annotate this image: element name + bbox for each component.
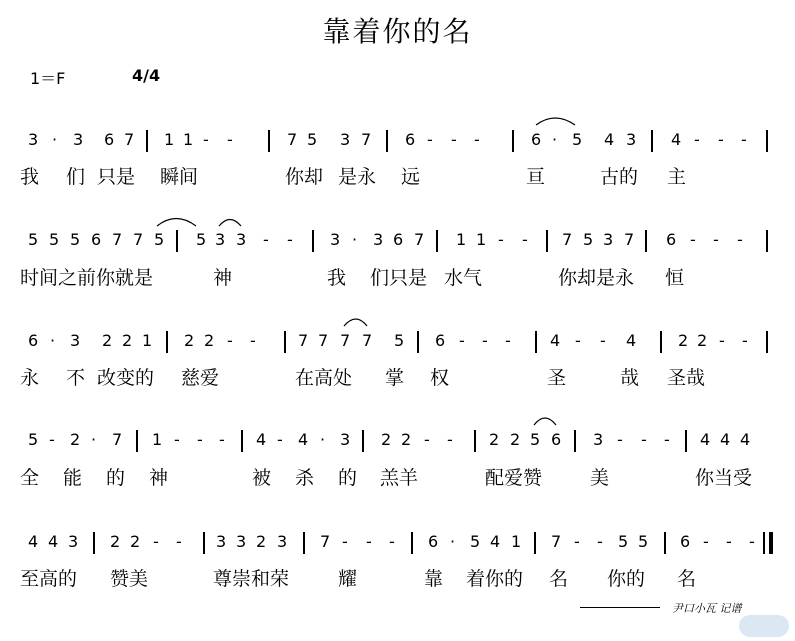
dash-token: - bbox=[749, 532, 756, 551]
note-token: 2 bbox=[256, 532, 267, 551]
dash-token: - bbox=[664, 430, 671, 449]
note-token: 5 bbox=[638, 532, 649, 551]
note-token: 7 bbox=[124, 130, 135, 149]
lyric-word: 时间之前你就是 bbox=[20, 267, 154, 289]
dash-token: - bbox=[522, 230, 529, 249]
note-token: 4 bbox=[720, 430, 731, 449]
note-token: 7 bbox=[298, 331, 309, 350]
dash-token: - bbox=[741, 130, 748, 149]
note-token: 6 bbox=[551, 430, 562, 449]
lyric-word: 你却是永 bbox=[558, 267, 635, 289]
dash-token: - bbox=[742, 331, 749, 350]
dash-token: - bbox=[459, 331, 466, 350]
lyric-word: 靠 bbox=[424, 568, 444, 590]
note-token: 5 bbox=[583, 230, 594, 249]
lyric-word: 瞬间 bbox=[160, 166, 199, 188]
dash-token: - bbox=[597, 532, 604, 551]
lyric-word: 只是 bbox=[97, 166, 136, 188]
dash-token: - bbox=[277, 430, 284, 449]
lyric-word: 能 bbox=[63, 467, 83, 489]
note-token: 6 bbox=[393, 230, 404, 249]
dash-token: - bbox=[451, 130, 458, 149]
lyric-word: 的 bbox=[338, 467, 358, 489]
note-token: 7 bbox=[287, 130, 298, 149]
lyric-word: 被 bbox=[252, 467, 272, 489]
dash-token: - bbox=[713, 230, 720, 249]
dot-token: · bbox=[352, 230, 358, 249]
note-token: 4 bbox=[671, 130, 682, 149]
lyric-word: 在高处 bbox=[295, 367, 353, 389]
note-token: 3 bbox=[603, 230, 614, 249]
note-token: 3 bbox=[68, 532, 79, 551]
slur bbox=[344, 319, 367, 326]
note-token: 7 bbox=[624, 230, 635, 249]
dot-token: · bbox=[50, 331, 56, 350]
time-signature: 4/4 bbox=[132, 66, 161, 85]
note-token: 2 bbox=[70, 430, 81, 449]
note-token: 7 bbox=[133, 230, 144, 249]
note-token: 4 bbox=[298, 430, 309, 449]
lyric-word: 神 bbox=[149, 467, 169, 489]
dash-token: - bbox=[575, 331, 582, 350]
lyric-word: 圣哉 bbox=[667, 367, 706, 389]
dash-token: - bbox=[176, 532, 183, 551]
note-token: 2 bbox=[184, 331, 195, 350]
note-token: 3 bbox=[215, 230, 226, 249]
lyric-word: 你却 bbox=[285, 166, 324, 188]
lyric-word: 古的 bbox=[600, 166, 639, 188]
slur bbox=[536, 118, 575, 125]
note-token: 3 bbox=[373, 230, 384, 249]
lyric-word: 亘 bbox=[526, 166, 546, 188]
lyric-word: 圣 bbox=[547, 367, 567, 389]
lyric-word: 杀 bbox=[295, 467, 315, 489]
note-token: 3 bbox=[330, 230, 341, 249]
note-token: 1 bbox=[511, 532, 522, 551]
dot-token: · bbox=[552, 130, 558, 149]
note-token: 1 bbox=[456, 230, 467, 249]
note-token: 6 bbox=[405, 130, 416, 149]
note-token: 5 bbox=[470, 532, 481, 551]
note-token: 6 bbox=[531, 130, 542, 149]
note-token: 7 bbox=[340, 331, 351, 350]
note-token: 5 bbox=[49, 230, 60, 249]
watermark-logo bbox=[739, 615, 789, 637]
note-token: 2 bbox=[697, 331, 708, 350]
dash-token: - bbox=[197, 430, 204, 449]
note-token: 6 bbox=[428, 532, 439, 551]
note-token: 5 bbox=[530, 430, 541, 449]
note-token: 3 bbox=[216, 532, 227, 551]
note-token: 3 bbox=[626, 130, 637, 149]
note-token: 3 bbox=[340, 130, 351, 149]
lyric-word: 你的 bbox=[607, 568, 646, 590]
note-token: 5 bbox=[307, 130, 318, 149]
note-token: 3 bbox=[70, 331, 81, 350]
dash-token: - bbox=[263, 230, 270, 249]
note-token: 2 bbox=[110, 532, 121, 551]
note-token: 6 bbox=[666, 230, 677, 249]
lyric-word: 们只是 bbox=[370, 267, 428, 289]
note-token: 2 bbox=[122, 331, 133, 350]
lyric-word: 赞美 bbox=[110, 568, 149, 590]
lyric-word: 着你的 bbox=[466, 568, 524, 590]
dash-token: - bbox=[227, 331, 234, 350]
note-token: 2 bbox=[401, 430, 412, 449]
note-token: 1 bbox=[152, 430, 163, 449]
note-token: 5 bbox=[618, 532, 629, 551]
transcriber-signature: 尹口小瓦 记谱 bbox=[672, 602, 742, 615]
note-token: 2 bbox=[381, 430, 392, 449]
note-token: 6 bbox=[28, 331, 39, 350]
dash-token: - bbox=[617, 430, 624, 449]
note-token: 5 bbox=[70, 230, 81, 249]
note-token: 4 bbox=[490, 532, 501, 551]
dash-token: - bbox=[505, 331, 512, 350]
dash-token: - bbox=[174, 430, 181, 449]
dash-token: - bbox=[690, 230, 697, 249]
note-token: 7 bbox=[318, 331, 329, 350]
lyric-word: 水气 bbox=[444, 267, 483, 289]
note-token: 5 bbox=[28, 230, 39, 249]
slur bbox=[534, 418, 556, 425]
dash-token: - bbox=[719, 331, 726, 350]
note-token: 7 bbox=[112, 430, 123, 449]
note-token: 3 bbox=[593, 430, 604, 449]
note-token: 4 bbox=[48, 532, 59, 551]
note-token: 5 bbox=[28, 430, 39, 449]
note-token: 3 bbox=[236, 532, 247, 551]
dash-token: - bbox=[366, 532, 373, 551]
dash-token: - bbox=[718, 130, 725, 149]
dash-token: - bbox=[600, 331, 607, 350]
lyric-word: 至高的 bbox=[20, 568, 78, 590]
dot-token: · bbox=[52, 130, 58, 149]
key-signature: 1＝F bbox=[30, 69, 66, 88]
lyric-word: 主 bbox=[667, 166, 687, 188]
note-token: 2 bbox=[678, 331, 689, 350]
dot-token: · bbox=[91, 430, 97, 449]
dash-token: - bbox=[737, 230, 744, 249]
lyric-word: 你当受 bbox=[695, 467, 753, 489]
lyric-word: 名 bbox=[549, 568, 569, 590]
dash-token: - bbox=[424, 430, 431, 449]
lyric-word: 掌 bbox=[385, 367, 405, 389]
note-token: 4 bbox=[700, 430, 711, 449]
note-token: 4 bbox=[626, 331, 637, 350]
dash-token: - bbox=[447, 430, 454, 449]
dash-token: - bbox=[219, 430, 226, 449]
slur bbox=[219, 220, 241, 227]
dot-token: · bbox=[450, 532, 456, 551]
lyric-word: 名 bbox=[677, 568, 697, 590]
dash-token: - bbox=[574, 532, 581, 551]
dash-token: - bbox=[49, 430, 56, 449]
dash-token: - bbox=[287, 230, 294, 249]
note-token: 7 bbox=[562, 230, 573, 249]
note-token: 1 bbox=[183, 130, 194, 149]
dash-token: - bbox=[250, 331, 257, 350]
lyric-word: 我 bbox=[327, 267, 347, 289]
note-token: 2 bbox=[130, 532, 141, 551]
dash-token: - bbox=[726, 532, 733, 551]
note-token: 3 bbox=[340, 430, 351, 449]
dash-token: - bbox=[389, 532, 396, 551]
note-token: 6 bbox=[104, 130, 115, 149]
dash-token: - bbox=[641, 430, 648, 449]
note-token: 7 bbox=[551, 532, 562, 551]
lyric-word: 的 bbox=[106, 467, 126, 489]
lyric-word: 远 bbox=[401, 166, 421, 188]
song-title: 靠着你的名 bbox=[322, 15, 473, 48]
note-token: 5 bbox=[196, 230, 207, 249]
note-token: 7 bbox=[320, 532, 331, 551]
lyric-word: 美 bbox=[590, 467, 610, 489]
dash-token: - bbox=[427, 130, 434, 149]
note-token: 4 bbox=[256, 430, 267, 449]
note-token: 6 bbox=[680, 532, 691, 551]
note-token: 3 bbox=[28, 130, 39, 149]
note-token: 4 bbox=[550, 331, 561, 350]
lyric-word: 耀 bbox=[338, 568, 358, 590]
note-token: 7 bbox=[361, 130, 372, 149]
dash-token: - bbox=[227, 130, 234, 149]
dash-token: - bbox=[203, 130, 210, 149]
note-token: 3 bbox=[73, 130, 84, 149]
lyric-word: 神 bbox=[213, 267, 233, 289]
lyric-word: 永 bbox=[20, 367, 40, 389]
signature-line bbox=[580, 607, 660, 608]
note-token: 4 bbox=[604, 130, 615, 149]
note-token: 5 bbox=[154, 230, 165, 249]
lyric-word: 羔羊 bbox=[380, 467, 419, 489]
note-token: 4 bbox=[28, 532, 39, 551]
dash-token: - bbox=[153, 532, 160, 551]
lyric-word: 恒 bbox=[665, 267, 685, 289]
note-token: 4 bbox=[740, 430, 751, 449]
lyric-word: 是永 bbox=[338, 166, 377, 188]
slur bbox=[157, 219, 196, 227]
note-token: 1 bbox=[142, 331, 153, 350]
note-token: 5 bbox=[394, 331, 405, 350]
dash-token: - bbox=[498, 230, 505, 249]
lyric-word: 尊崇和荣 bbox=[213, 568, 290, 590]
note-token: 2 bbox=[510, 430, 521, 449]
note-token: 1 bbox=[476, 230, 487, 249]
note-token: 1 bbox=[164, 130, 175, 149]
note-token: 2 bbox=[489, 430, 500, 449]
note-token: 3 bbox=[236, 230, 247, 249]
dash-token: - bbox=[703, 532, 710, 551]
dash-token: - bbox=[694, 130, 701, 149]
note-token: 2 bbox=[102, 331, 113, 350]
lyric-word: 我 bbox=[20, 166, 40, 188]
note-token: 7 bbox=[362, 331, 373, 350]
lyric-word: 改变的 bbox=[97, 367, 155, 389]
note-token: 7 bbox=[112, 230, 123, 249]
dash-token: - bbox=[474, 130, 481, 149]
lyric-word: 全 bbox=[20, 467, 40, 489]
lyric-word: 哉 bbox=[620, 367, 640, 389]
note-token: 6 bbox=[91, 230, 102, 249]
note-token: 5 bbox=[572, 130, 583, 149]
dash-token: - bbox=[342, 532, 349, 551]
lyric-word: 慈爱 bbox=[181, 367, 220, 389]
note-token: 3 bbox=[277, 532, 288, 551]
lyric-word: 们 bbox=[66, 166, 86, 188]
lyric-word: 配爱赞 bbox=[485, 467, 543, 489]
dot-token: · bbox=[320, 430, 326, 449]
lyric-word: 不 bbox=[66, 367, 86, 389]
note-token: 6 bbox=[435, 331, 446, 350]
note-token: 7 bbox=[414, 230, 425, 249]
note-token: 2 bbox=[204, 331, 215, 350]
dash-token: - bbox=[482, 331, 489, 350]
lyric-word: 权 bbox=[430, 367, 450, 389]
